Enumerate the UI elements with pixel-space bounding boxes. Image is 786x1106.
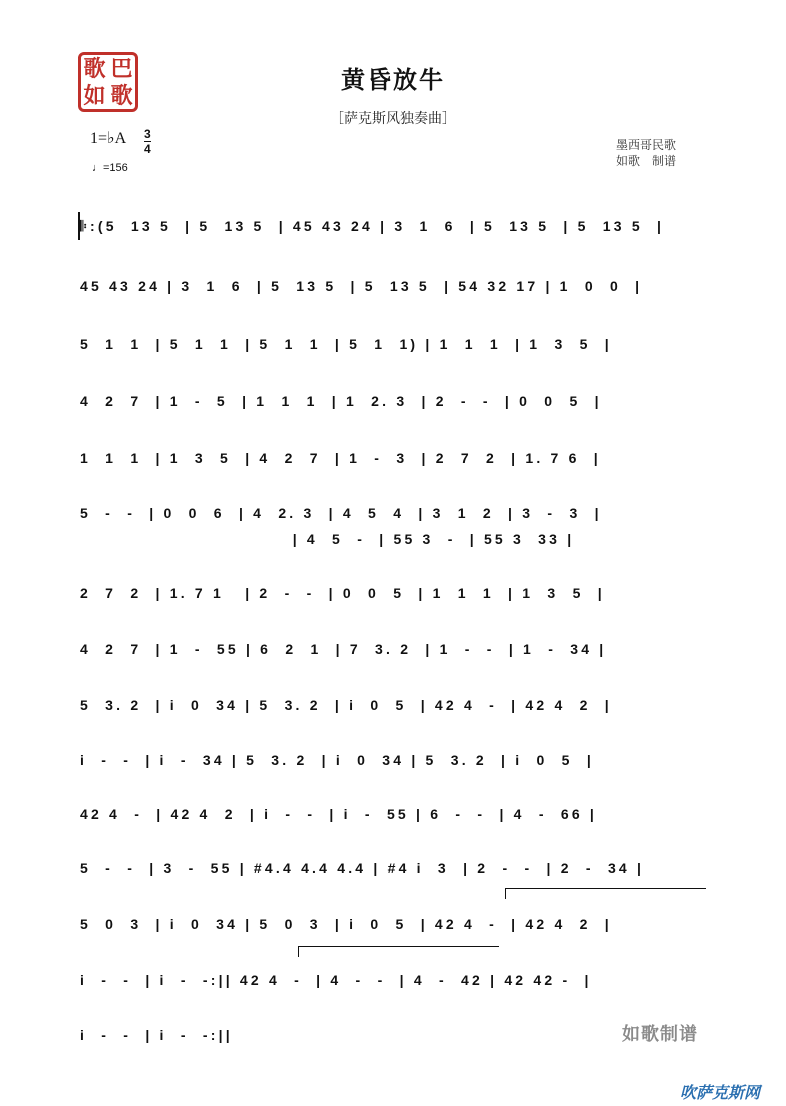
seal-char: 巴: [110, 55, 133, 82]
score-line: i - - | i - -:||: [80, 1027, 233, 1043]
seal-char: 歌: [110, 82, 133, 109]
score-line: i - - | i - -:|| 42 4 - | 4 - - | 4 - 42 | 42 42 - |: [80, 972, 592, 988]
watermark: 如歌制谱: [622, 1024, 698, 1045]
volta-bracket: [505, 888, 706, 899]
score-line: 5 - - | 0 0 6 | 4 2. 3 | 4 5 4 | 3 1 2 | 3 - 3 |: [80, 505, 602, 521]
meter-bottom: 4: [144, 142, 151, 156]
key-signature: 1=♭A: [90, 130, 127, 147]
score-line: 42 4 - | 42 4 2 | i - - | i - 55 | 6 - - | 4 - 66 |: [80, 806, 598, 822]
score-line: 45 43 24 | 3 1 6 | 5 13 5 | 5 13 5 | 54 32 17 | 1 0 0 |: [80, 278, 643, 294]
seal-char: 如: [83, 82, 106, 109]
score-line: 4 2 7 | 1 - 55 | 6 2 1 | 7 3. 2 | 1 - - | 1 - 34 |: [80, 641, 607, 657]
repeat-barline: [78, 212, 80, 240]
page-title: 黄昏放牛: [341, 66, 445, 94]
score-line: 5 0 3 | i 0 34 | 5 0 3 | i 0 5 | 42 4 - | 42 4 2 |: [80, 916, 612, 932]
score-line: i - - | i - 34 | 5 3. 2 | i 0 34 | 5 3. 2 | i 0 5 |: [80, 752, 594, 768]
score-line: 1 1 1 | 1 3 5 | 4 2 7 | 1 - 3 | 2 7 2 | 1. 7 6 |: [80, 450, 601, 466]
subtitle: ［萨克斯风独奏曲］: [330, 111, 456, 127]
score-line: 5 3. 2 | i 0 34 | 5 3. 2 | i 0 5 | 42 4 - | 42 4 2 |: [80, 697, 612, 713]
volta-bracket: [298, 946, 499, 957]
score-line: 4 2 7 | 1 - 5 | 1 1 1 | 1 2. 3 | 2 - - | 0 0 5 |: [80, 393, 602, 409]
score-line: 5 1 1 | 5 1 1 | 5 1 1 | 5 1 1) | 1 1 1 | 1 3 5 |: [80, 336, 612, 352]
arranger-credit: 如歌 制谱: [616, 154, 677, 168]
seal-char: 歌: [83, 55, 106, 82]
score-line: 5 - - | 3 - 55 | #4.4 4.4 4.4 | #4 i 3 | 2 - - | 2 - 34 |: [80, 860, 645, 876]
tempo-marking: ♩=156: [92, 162, 128, 174]
score-line: 2 7 2 | 1. 7 1 | 2 - - | 0 0 5 | 1 1 1 | 1 3 5 |: [80, 585, 605, 601]
score-line: 𝄆:(5 13 5 | 5 13 5 | 45 43 24 | 3 1 6 | 5 13 5 | 5 13 5 |: [80, 218, 665, 234]
composer-credit: 墨西哥民歌: [616, 138, 677, 152]
score-line: | 4 5 - | 55 3 - | 55 3 33 |: [80, 531, 575, 547]
site-logo: 吹萨克斯网: [680, 1083, 761, 1102]
meter-top: 3: [144, 127, 151, 141]
